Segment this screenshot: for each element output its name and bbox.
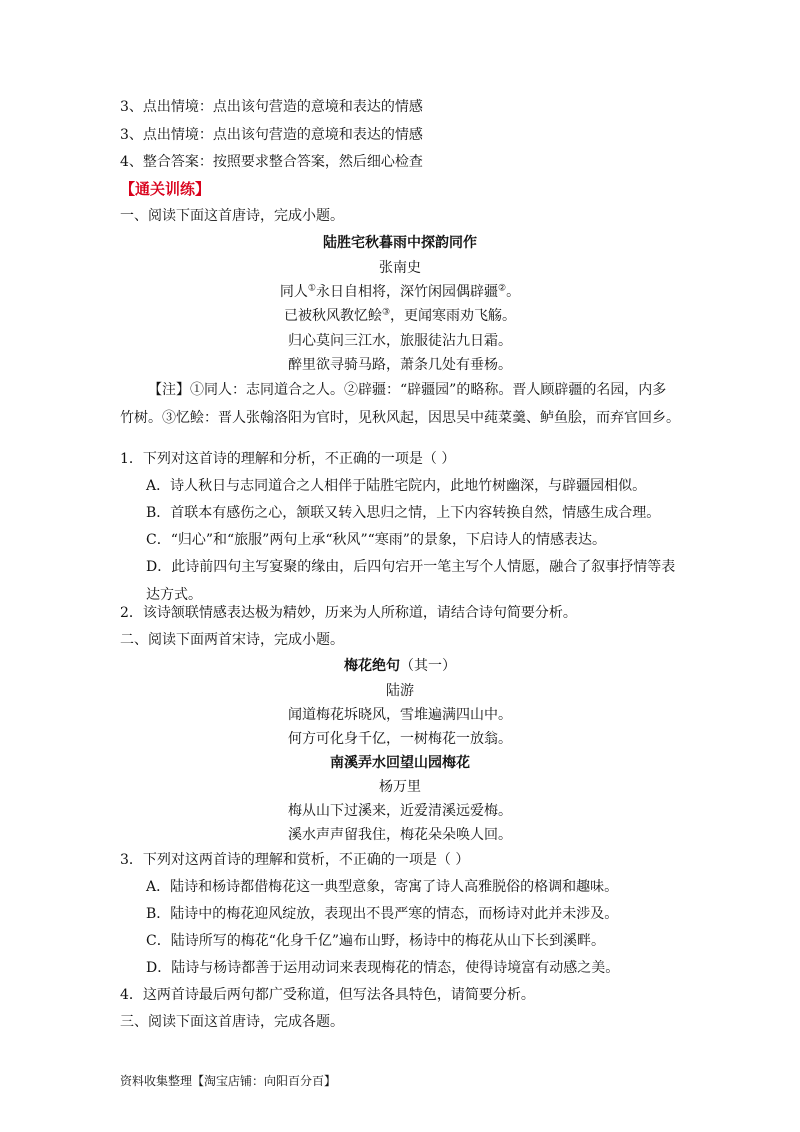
q1-option-c: C．“归心”和“旅服”两句上承“秋风”“寒雨”的景象，下启诗人的情感表达。	[146, 532, 606, 548]
part1-intro: 一、阅读下面这首唐诗，完成小题。	[120, 208, 344, 224]
q1-option-b: B．首联本有感伤之心，颔联又转入思归之情，上下内容转换自然，情感生成合理。	[146, 505, 661, 521]
section-heading: 【通关训练】	[120, 180, 211, 198]
poem1-line: 闻道梅花坼晓风，雪堆遍满四山中。	[288, 707, 512, 723]
question-3: 3．下列对这两首诗的理解和赏析，不正确的一项是（ ）	[120, 852, 470, 868]
q1-option-d: D．此诗前四句主写宴聚的缘由，后四句宕开一笔主写个人情愿，融合了叙事抒情等表达方式。	[146, 559, 676, 603]
footer-text: 资料收集整理【淘宝店铺：向阳百分百】	[120, 1074, 337, 1088]
poem-line: 已被秋风教忆鲙③，更闻寒雨劝飞觞。	[283, 307, 517, 324]
q3-option-c: C．陆诗所写的梅花“化身千亿”遍布山野，杨诗中的梅花从山下长到溪畔。	[146, 933, 606, 949]
poem2-line: 溪水声声留我住，梅花朵朵唤人回。	[288, 827, 512, 843]
poem1-title-line	[0, 656, 800, 676]
poem-line: 归心莫问三江水，旅服徒沾九日霜。	[288, 333, 512, 349]
q1-option-a: A．诗人秋日与志同道合之人相伴于陆胜宅院内，此地竹树幽深，与辟疆园相似。	[146, 478, 647, 494]
poem1-title: 梅花绝句	[344, 658, 400, 674]
question-1: 1．下列对这首诗的理解和分析，不正确的一项是（ ）	[120, 451, 456, 467]
question-4: 4．这两首诗最后两句都广受称道，但写法各具特色，请简要分析。	[120, 987, 535, 1003]
poem-author: 张南史	[379, 260, 421, 276]
part2-intro: 二、阅读下面两首宋诗，完成小题。	[120, 632, 344, 648]
q3-option-d: D．陆诗与杨诗都善于运用动词来表现梅花的情态，使得诗境富有动感之美。	[146, 960, 620, 976]
poem2-author: 杨万里	[379, 779, 421, 795]
poem-title: 陆胜宅秋暮雨中探韵同作	[323, 235, 477, 251]
poem-line: 醉里欲寻骑马路，萧条几处有垂杨。	[288, 357, 512, 373]
step-3: 3、点出情境：点出该句营造的意境和表达的情感	[120, 127, 423, 143]
poem2-line: 梅从山下过溪来，近爱清溪远爱梅。	[288, 803, 512, 819]
poem1-subtitle: （其一）	[400, 658, 456, 674]
step-2: 3、点出情境：点出该句营造的意境和表达的情感	[120, 99, 423, 115]
part3-intro: 三、阅读下面这首唐诗，完成各题。	[120, 1014, 344, 1030]
q3-option-b: B．陆诗中的梅花迎风绽放，表现出不畏严寒的情态，而杨诗对此并未涉及。	[146, 906, 619, 922]
q3-option-a: A．陆诗和杨诗都借梅花这一典型意象，寄寓了诗人高雅脱俗的格调和趣味。	[146, 879, 619, 895]
question-2: 2．该诗颔联情感表达极为精妙，历来为人所称道，请结合诗句简要分析。	[120, 605, 577, 621]
poem-line: 同人①永日自相将，深竹闲园偶辟疆②。	[279, 283, 521, 300]
poem1-line: 何方可化身千亿，一树梅花一放翁。	[288, 731, 512, 747]
step-4: 4、整合答案：按照要求整合答案，然后细心检查	[120, 154, 423, 170]
annotation-note: 【注】①同人：志同道合之人。②辟疆：“辟疆园”的略称。晋人顾辟疆的名园，内多竹树。③忆鲙：晋人张翰洛阳为官时，见秋风起，因思吴中莼菜羹、鲈鱼脍，而弃官回乡。	[120, 382, 680, 426]
poem1-author: 陆游	[386, 683, 414, 699]
poem2-title: 南溪弄水回望山园梅花	[330, 755, 470, 771]
